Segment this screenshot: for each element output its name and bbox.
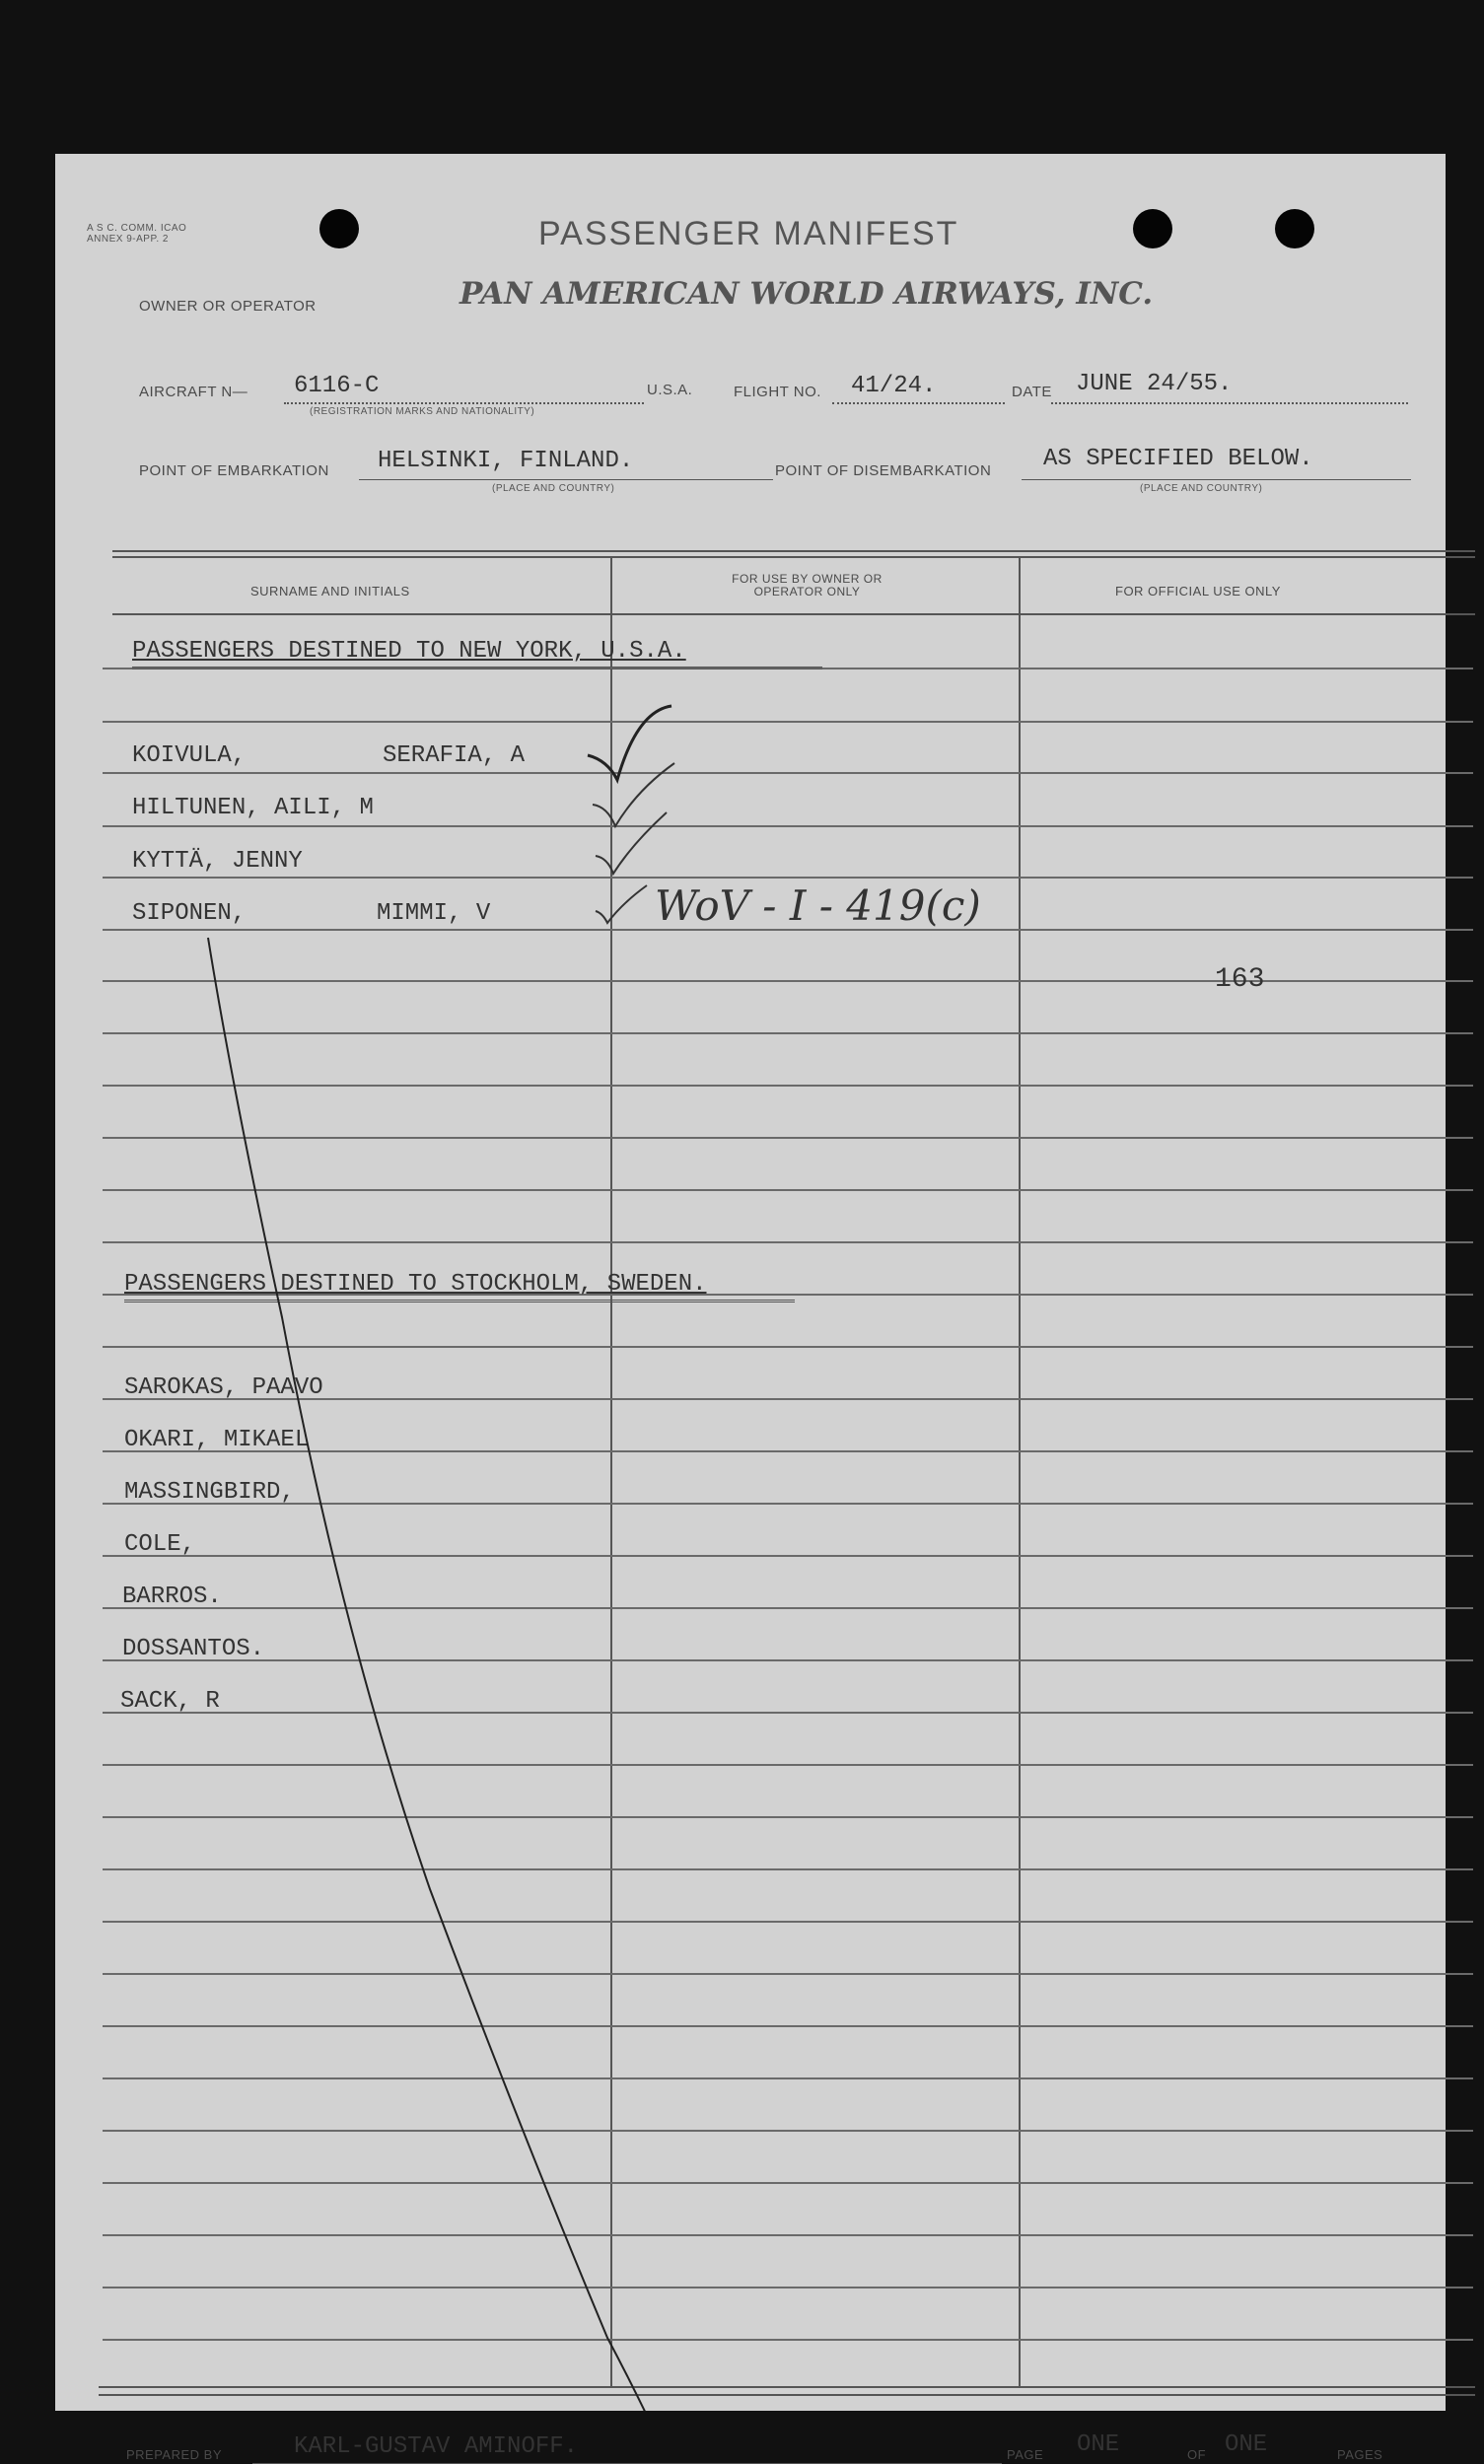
embark-label: POINT OF EMBARKATION: [139, 462, 329, 479]
aircraft-sublabel: (REGISTRATION MARKS AND NATIONALITY): [310, 406, 535, 417]
check-mark: [596, 885, 647, 923]
embark-sublabel: (PLACE AND COUNTRY): [492, 483, 615, 494]
aircraft-label: AIRCRAFT N—: [139, 384, 248, 400]
handwritten-code: WoV - I - 419(c): [655, 881, 981, 930]
column-header-owner-use: FOR USE BY OWNER OR OPERATOR ONLY: [732, 572, 883, 598]
passenger-surname: KOIVULA,: [132, 742, 247, 769]
column-header-surname: SURNAME AND INITIALS: [250, 584, 410, 598]
owner-value: PAN AMERICAN WORLD AIRWAYS, INC.: [459, 276, 1154, 312]
passenger-surname: HILTUNEN, AILI, M: [132, 795, 374, 821]
passenger-surname: OKARI, MIKAEL: [124, 1427, 310, 1453]
of-label: OF: [1187, 2447, 1207, 2462]
prepared-by-value: KARL-GUSTAV AMINOFF.: [294, 2433, 579, 2460]
flight-label: FLIGHT NO.: [734, 384, 821, 400]
aircraft-value: 6116-C: [294, 373, 380, 399]
column-header-official-use: FOR OFFICIAL USE ONLY: [1115, 584, 1281, 598]
embark-value: HELSINKI, FINLAND.: [378, 448, 634, 474]
passenger-surname: KYTTÄ, JENNY: [132, 848, 303, 875]
section-heading-new-york: PASSENGERS DESTINED TO NEW YORK, U.S.A.: [132, 638, 686, 665]
stamp-number: 163: [1215, 964, 1265, 995]
section-heading-stockholm: PASSENGERS DESTINED TO STOCKHOLM, SWEDEN.: [124, 1271, 707, 1298]
form-title: PASSENGER MANIFEST: [538, 215, 959, 252]
strike-line: [208, 938, 686, 2411]
passenger-surname: SACK, R: [120, 1688, 220, 1715]
passenger-surname: SIPONEN,: [132, 900, 247, 927]
passenger-surname: SAROKAS, PAAVO: [124, 1374, 323, 1401]
pen-marks: [55, 154, 1446, 2411]
date-value: JUNE 24/55.: [1076, 371, 1233, 397]
passenger-given-name: MIMMI, V: [377, 900, 491, 927]
disembark-label: POINT OF DISEMBARKATION: [775, 462, 992, 479]
passenger-surname: MASSINGBIRD,: [124, 1479, 295, 1506]
manifest-page: [55, 154, 1446, 2462]
prepared-by-label: PREPARED BY: [126, 2447, 223, 2462]
passenger-surname: COLE,: [124, 1531, 196, 1558]
flight-value: 41/24.: [851, 373, 937, 399]
usa-label: U.S.A.: [647, 382, 693, 398]
owner-label: OWNER OR OPERATOR: [139, 298, 317, 315]
page-label: PAGE: [1007, 2447, 1044, 2462]
passenger-surname: DOSSANTOS.: [122, 1636, 265, 1662]
passenger-given-name: SERAFIA, A: [383, 742, 526, 769]
date-label: DATE: [1012, 384, 1052, 400]
disembark-value: AS SPECIFIED BELOW.: [1043, 446, 1313, 472]
passenger-surname: BARROS.: [122, 1584, 222, 1610]
check-mark: [588, 706, 671, 780]
of-value: ONE: [1225, 2431, 1268, 2458]
disembark-sublabel: (PLACE AND COUNTRY): [1140, 483, 1263, 494]
pages-label: PAGES: [1337, 2447, 1383, 2462]
page-value: ONE: [1077, 2431, 1120, 2458]
corner-note: A S C. COMM. ICAO ANNEX 9-APP. 2: [87, 223, 187, 245]
check-mark: [596, 812, 667, 874]
